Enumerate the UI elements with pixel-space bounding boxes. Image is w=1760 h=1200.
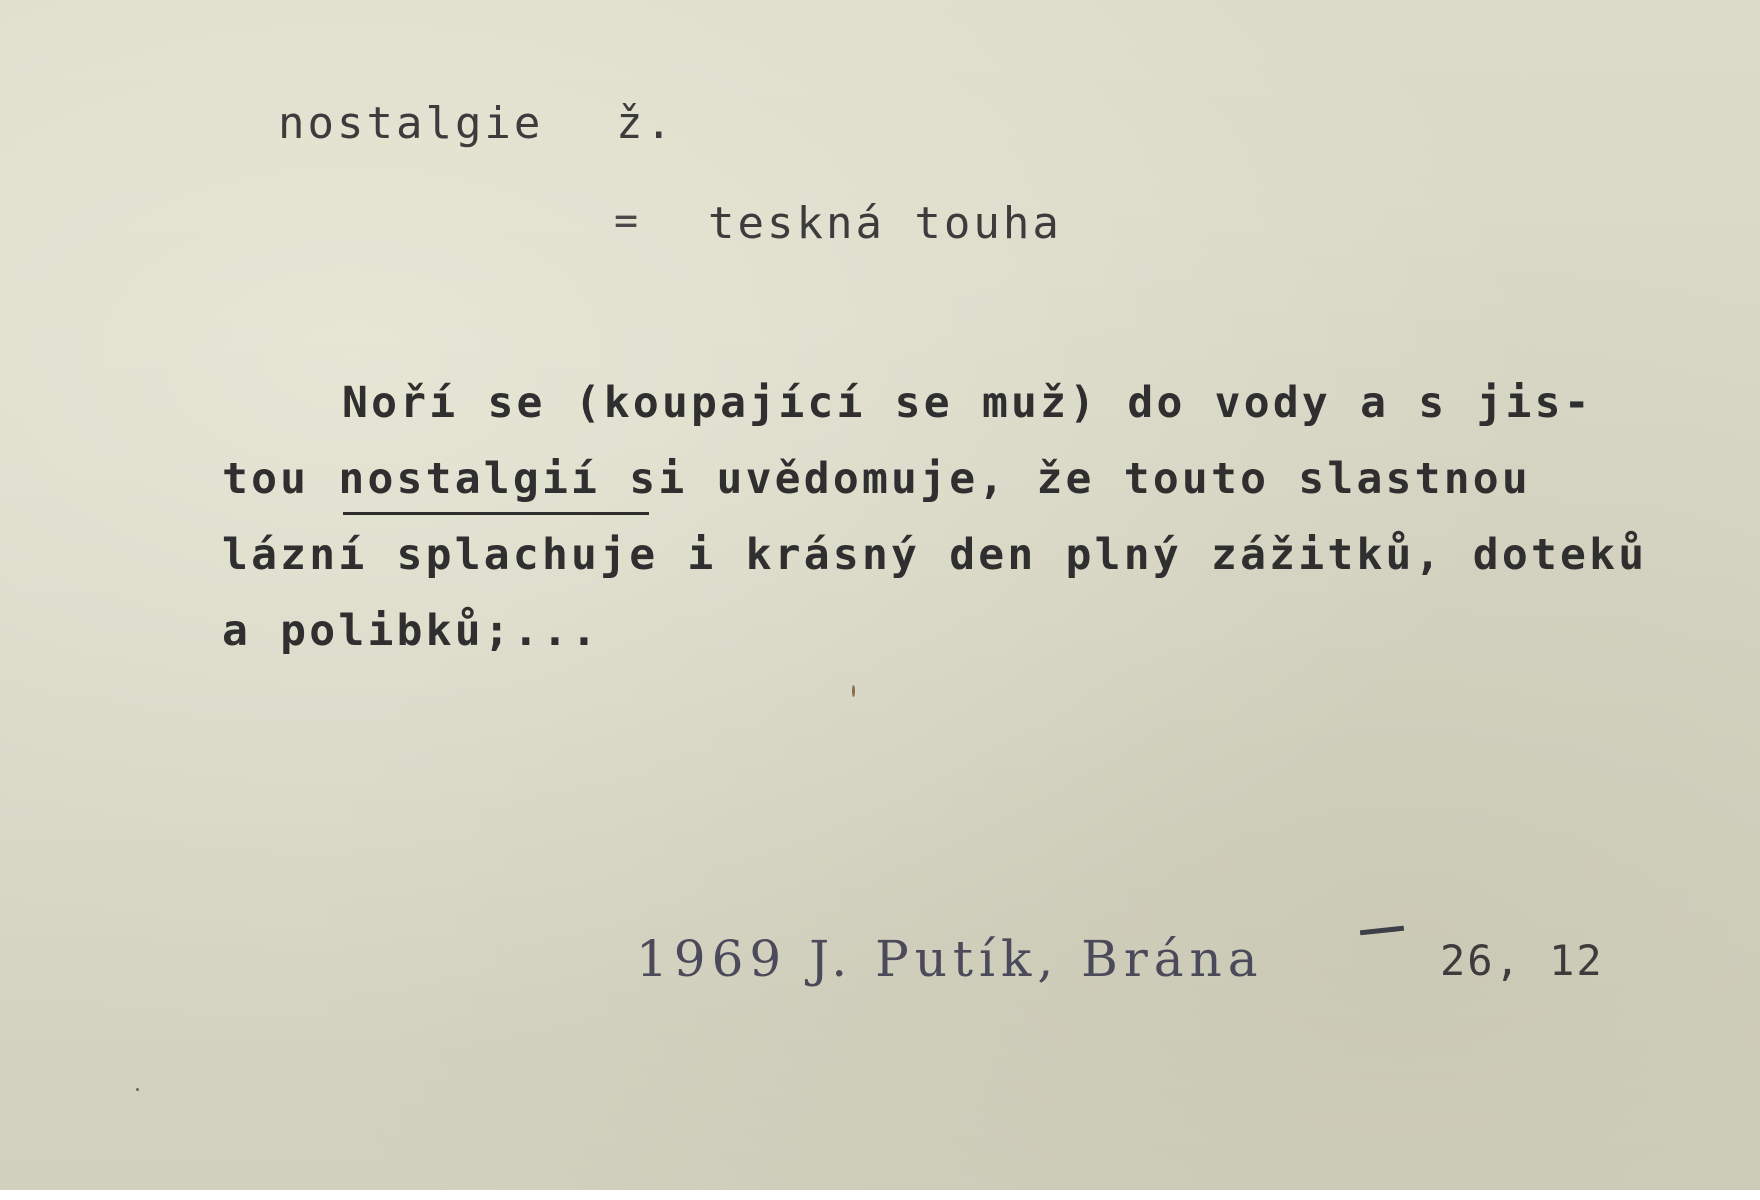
quote-line: Noří se (koupající se muž) do vody a s jis- [342, 378, 1593, 428]
quote-line: lázní splachuje i krásný den plný zážitků, doteků [222, 530, 1648, 580]
quote-line: a polibků;... [222, 606, 601, 656]
headword-underline [343, 512, 649, 515]
paper-speck [136, 1088, 139, 1091]
quote-line: tou nostalgií si uvědomuje, že touto slastnou [222, 454, 1531, 504]
equals-sign: = [614, 198, 642, 244]
definition: teskná touha [708, 198, 1062, 249]
source-citation: 1969 J. Putík, Brána [636, 930, 1264, 988]
ink-mark [1360, 926, 1404, 936]
paper-speck [852, 685, 855, 697]
page-reference: 26, 12 [1440, 936, 1604, 985]
grammatical-gender: ž. [616, 98, 675, 149]
headword: nostalgie [278, 98, 544, 149]
scan-margin [0, 1190, 1760, 1200]
